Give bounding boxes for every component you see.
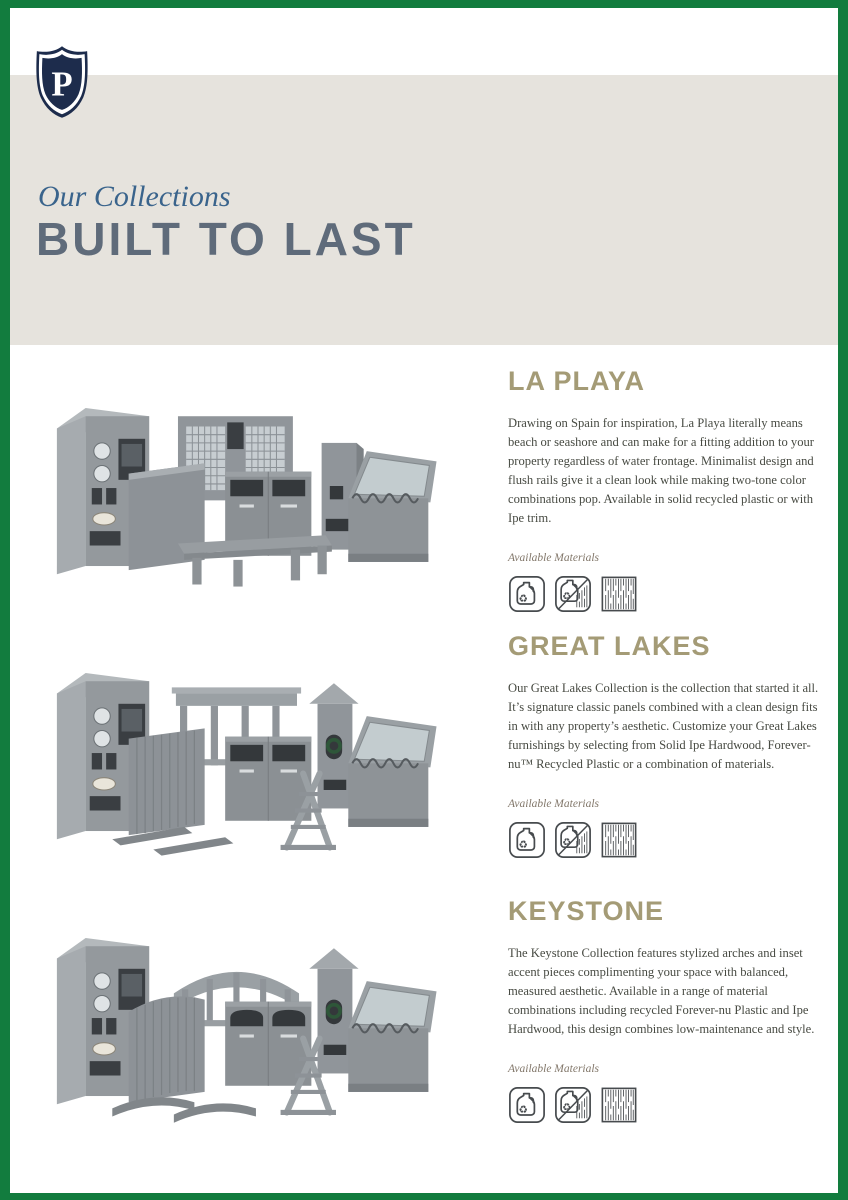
page-border-top — [0, 0, 848, 8]
plastic-wood-combination-icon — [554, 575, 592, 613]
collection-section-great-lakes — [10, 625, 838, 887]
available-materials-label: Available Materials — [508, 552, 600, 564]
material-icons-row — [508, 575, 822, 613]
brand-shield-logo — [33, 44, 91, 120]
collection-description: Drawing on Spain for inspiration, La Playa literally means beach or seashore and can make for a fitting addition to your property regardless of water frontage. Minimalist design and flush rails give it a clean look while making two-tone color combinations pop. Available in solid recycled plastic or with Ipe trim. — [508, 416, 814, 525]
material-icons-row — [508, 821, 822, 859]
recycled-plastic-icon — [508, 575, 546, 613]
page-border-left — [0, 0, 10, 1200]
ipe-hardwood-grain-icon — [600, 821, 638, 859]
collection-section-keystone — [10, 890, 838, 1152]
collection-section-la-playa — [10, 360, 838, 622]
page-title: BUILT TO LAST — [36, 213, 416, 265]
available-materials-label: Available Materials — [508, 1063, 600, 1075]
recycled-plastic-icon — [508, 821, 546, 859]
ipe-hardwood-grain-icon — [600, 575, 638, 613]
la-playa-collection-image — [22, 362, 494, 610]
great-lakes-collection-image — [22, 627, 494, 875]
material-icons-row — [508, 1086, 822, 1124]
collection-title: LA PLAYA — [508, 366, 646, 396]
ipe-hardwood-grain-icon — [600, 1086, 638, 1124]
collections-eyebrow: Our Collections — [38, 180, 231, 213]
collection-title: KEYSTONE — [508, 896, 665, 926]
plastic-wood-combination-icon — [554, 1086, 592, 1124]
collection-description: Our Great Lakes Collection is the collection that started it all. It’s signature classic panels combined with a clean design fits in with any property’s aesthetic. Customize your Great Lakes furnishings by selecting from Solid Ipe Hardwood, Forever-nu™ Recycled Plastic or a combination of materials. — [508, 681, 819, 771]
keystone-info — [508, 896, 822, 1124]
la-playa-info — [508, 366, 822, 613]
collection-title: GREAT LAKES — [508, 631, 711, 661]
page-border-right — [838, 0, 848, 1200]
page-border-bottom — [0, 1193, 848, 1200]
recycled-plastic-icon — [508, 1086, 546, 1124]
great-lakes-info — [508, 631, 822, 859]
collection-description: The Keystone Collection features stylized arches and inset accent pieces complimenting your space with balanced, measured aesthetic. Available in a range of material combinations including recycled Forever-nu Plastic and Ipe Hardwood, this design combines low-maintenance and style. — [508, 946, 815, 1036]
plastic-wood-combination-icon — [554, 821, 592, 859]
logo-letter: P — [51, 64, 73, 104]
available-materials-label: Available Materials — [508, 798, 600, 810]
keystone-collection-image — [22, 892, 494, 1140]
